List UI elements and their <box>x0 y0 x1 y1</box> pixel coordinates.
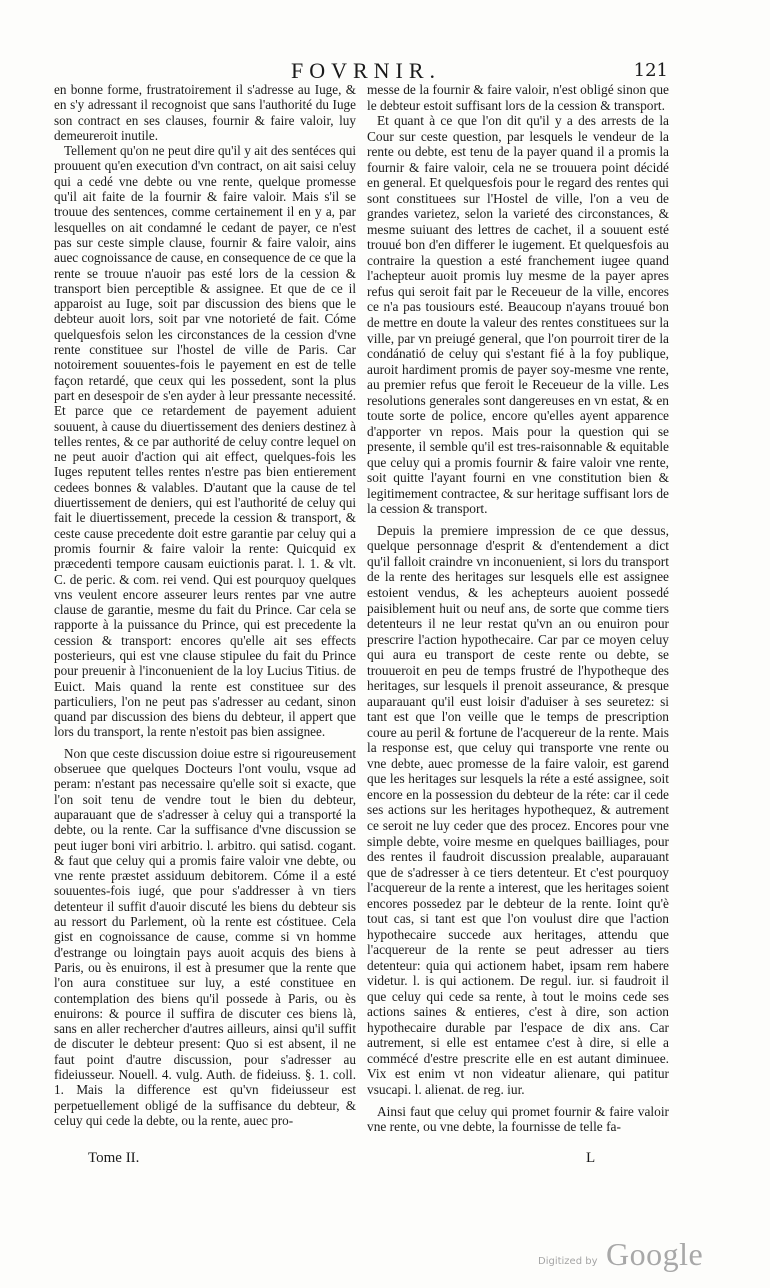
watermark-caption: Digitized by <box>538 1256 598 1267</box>
paragraph: Ainsi faut que celuy qui promet fournir & faire valoir vne rente, ou vne debte, la fournisse de telle fa- <box>367 1103 669 1135</box>
catchword: L <box>586 1150 596 1166</box>
left-column <box>54 82 356 1128</box>
paragraph: en bonne forme, frustratoirement il s'adresse au Iuge, & en s'y adressant il recognoist que sans l'authorité du Iuge son contract en ses clauses, fournir & faire valoir, luy demeureroit inutile. <box>54 82 356 143</box>
page-title: FOVRNIR. <box>290 58 442 83</box>
google-watermark <box>538 1236 738 1276</box>
right-column <box>367 82 669 1135</box>
paragraph: Non que ceste discussion doiue estre si rigoureusement obseruee que quelques Docteurs l'ont voulu, vsque ad peram: n'estant pas necessaire qu'elle soit si exacte, que l'on soit tenu de vendre tout le bien du debteur, auparauant que de s'adresser à celuy qui a transporté la debte, ou la rente. Car la suffisance d'vne discussion se peut iuger boni viri arbitrio. l. arbitro. qui satisd. cogant. & faut que celuy qui a promis faire valoir vne debte, ou vne rente præstet assiduum debitorem. Cóme il a esté souuentes-fois iugé, que pour s'addresser à vn tiers detenteur il suffit d'auoir discuté les biens du debteur sis au ressort du Parlement, où la rente est cóstituee. Cela gist en cognoissance de cause, comme si vn homme d'estrange ou loingtain pays auoit acquis des biens à Paris, ou ès enuirons, il est à presumer que la rente que l'on aura constituee sur luy, a esté constituee en contemplation des biens qu'il possede à Paris, ou ès enuirons: & pource il suffira de discuter ces biens là, sans en aller rechercher d'autres ailleurs, ainsi qu'il suffit de discuter le debteur present: Quo si est absent, il ne faut point d'autre discussion, pour s'adresser au fideiusseur. Nouell. 4. vulg. Auth. de fideiuss. §. 1. coll. 1. Mais la difference est qu'vn fideiusseur est perpetuellement obligé de la suffisance du debteur, & celuy qui cede la debte, ou la rente, auec pro- <box>54 745 356 1128</box>
paragraph: Et quant à ce que l'on dit qu'il y a des arrests de la Cour sur ceste question, par lesquels le vendeur de la rente ou debte, est tenu de la payer quand il a promis la fournir & faire valoir, cela ne se trouuera point décidé en general. Et quelquesfois pour le regard des rentes qui sont constituees sur l'Hostel de ville, l'on a veu de grandes varietez, selon la varieté des circonstances, & mesme suiuant des lettres de cachet, il a souuent esté trouué bon d'en differer le iugement. Et quelquesfois au contraire la question a esté franchement iugee quand l'achepteur auoit promis luy mesme de la payer apres refus qui seroit fait par le Receueur de la ville, encores ce n'a pas tousiours esté. Beaucoup n'ayans trouué bon de mettre en doute la valeur des rentes constituees sur la ville, par vn preiugé general, que l'on pourroit tirer de la condánatió de celuy qui s'estant fié à la foy publique, auroit hardiment promis de payer soy-mesme vne rente, au premier refus que feroit le Receueur de la ville. Les resolutions generales sont dangereuses en vn estat, & en toute sorte de police, encore qu'elles ayent apparence d'apporter vn repos. Mais pour la question qui se presente, il semble qu'il est tres-raisonnable & equitable que celuy qui a promis fournir & faire valoir vne rente, soit quitte l'ayant fourni en vne constitution bien & legitimement contractee, & sur heritage suffisant lors de la cession & transport. <box>367 113 669 517</box>
paragraph: Tellement qu'on ne peut dire qu'il y ait des sentéces qui prouuent qu'en execution d'vn contract, on ait saisi celuy qui a cedé vne debte ou vne rente, quelque promesse qu'il ait faite de la fournir & faire valoir. Mais s'il se trouue des sentences, comme certainement il en y a, par lesquelles on ait condamné le cedant de payer, ce n'est pas sur ceste simple clause, fournir & faire valoir, ains auec cognoissance de cause, en consequence de ce que la rente se trouue n'auoir pas esté lors de la cession & transport bien perceptible & assignee. Et que de ce il apparoist au Iuge, soit par discussion des biens que le debteur auoit lors, soit par vne notorieté de fait. Cóme quelquesfois selon les circonstances de la cession d'vne rente constituee sur l'hostel de ville de Paris. Car notoirement souuentes-fois le payement en est de telle façon retardé, que ceux qui les possedent, sont la plus part en desespoir de s'en ayder à leur pressante necessité. Et parce que ce retardement de payement aduient souuent, à cause du diuertissement des deniers destinez à telles rentes, & ce par authorité de celuy contre lequel on ne peut auoir d'action qui ait effect, quelques-fois les Iuges reputent telles rentes n'estre pas bien entierement cedees bonnes & valables. D'autant que la cause de tel diuertissement de deniers, qui est l'authorité de celuy qui fait le diuertissement, precede la cession & transport, & ceste cause precedente doit estre garantie par celuy qui a promis fournir & faire valoir la rente: Quicquid ex præcedenti tempore causam euictionis parat. l. 1. & vlt. C. de peric. & com. rei vend. Qui est pourquoy quelques vns veulent encore asseurer leurs rentes par vne autre clause de garantie, mesme du fait du Prince. Car cela se rapporte à la puissance du Prince, qui est precedente la cession & transport: encores qu'elle ait ses effects posterieurs, qui est vne clause stipulee du fait du Prince pour preuenir à l'inconuenient de la loy Lucius Titius. de Euict. Mais quand la rente est constituee sur des particuliers, l'on ne peut pas s'adresser au cedant, sinon quand par discussion des biens du debteur, il appert que lors du transport, la rente n'estoit pas bien assignee. <box>54 143 356 740</box>
google-logo: Google <box>606 1236 704 1272</box>
volume-signature: Tome II. <box>88 1150 140 1166</box>
page-number: 121 <box>633 60 668 81</box>
paragraph: Depuis la premiere impression de ce que dessus, quelque personnage d'esprit & d'entendement a dict qu'il falloit craindre vn inconuenient, si lors du transport de la rente des heritages sur lesquels elle est assignee estoient vendus, & les achepteurs auoient possedé paisiblement huit ou neuf ans, de sorte que comme tiers detenteurs il ne leur restat qu'vn an ou enuiron pour prescrire l'action hypothecaire. Car par ce moyen celuy qui aura eu transport de ceste rente ou debte, se trouueroit en peu de temps frustré de l'hypotheque des heritages, sur lesquels il prenoit asseurance, & presque auparauant qu'il eust loisir d'aduiser à ses seuretez: si tant est que l'on veille que le temps de prescription coure au peril & fortune de l'acquereur de la rente. Mais la response est, que celuy qui transporte vne rente ou vne debte, auec promesse de la faire valoir, est garend que les heritages sur lesquels la réte a esté assignee, soit encore en la possession du debteur de la réte: car il cede ses actions sur les heritages hypothequez, & autrement ce seroit ne luy ceder que des procez. Encores pour vne simple debte, voire mesme en quelques bailliages, pour des rentes il faudroit discussion prealable, auparauant que de s'adresser à ce tiers detenteur. Et c'est pourquoy l'acquereur de la rente a interest, que les heritages soient encores possedez par le debteur de la rente. Ioint qu'è tout cas, si tant est que l'on voulust dire que l'action hypothecaire succede aux heritages, attendu que l'acquereur de la rente se peut adresser au tiers detenteur: quia qui actionem habet, ipsam rem habere videtur. l. is qui actionem. De regul. iur. si faudroit il que celuy qui cede sa rente, à tout le moins cede ses actions saines & entieres, c'est à dire, son action hypothecaire durable par l'espace de dix ans. Car autrement, si elle est entamee c'est à dire, si elle a commécé d'estre prescrite elle en est autant diminuee. Vix est enim vt non videatur alienare, qui patitur vsucapi. l. alienat. de reg. iur. <box>367 522 669 1097</box>
paragraph: messe de la fournir & faire valoir, n'est obligé sinon que le debteur estoit suffisant lors de la cession & transport. <box>367 82 669 113</box>
